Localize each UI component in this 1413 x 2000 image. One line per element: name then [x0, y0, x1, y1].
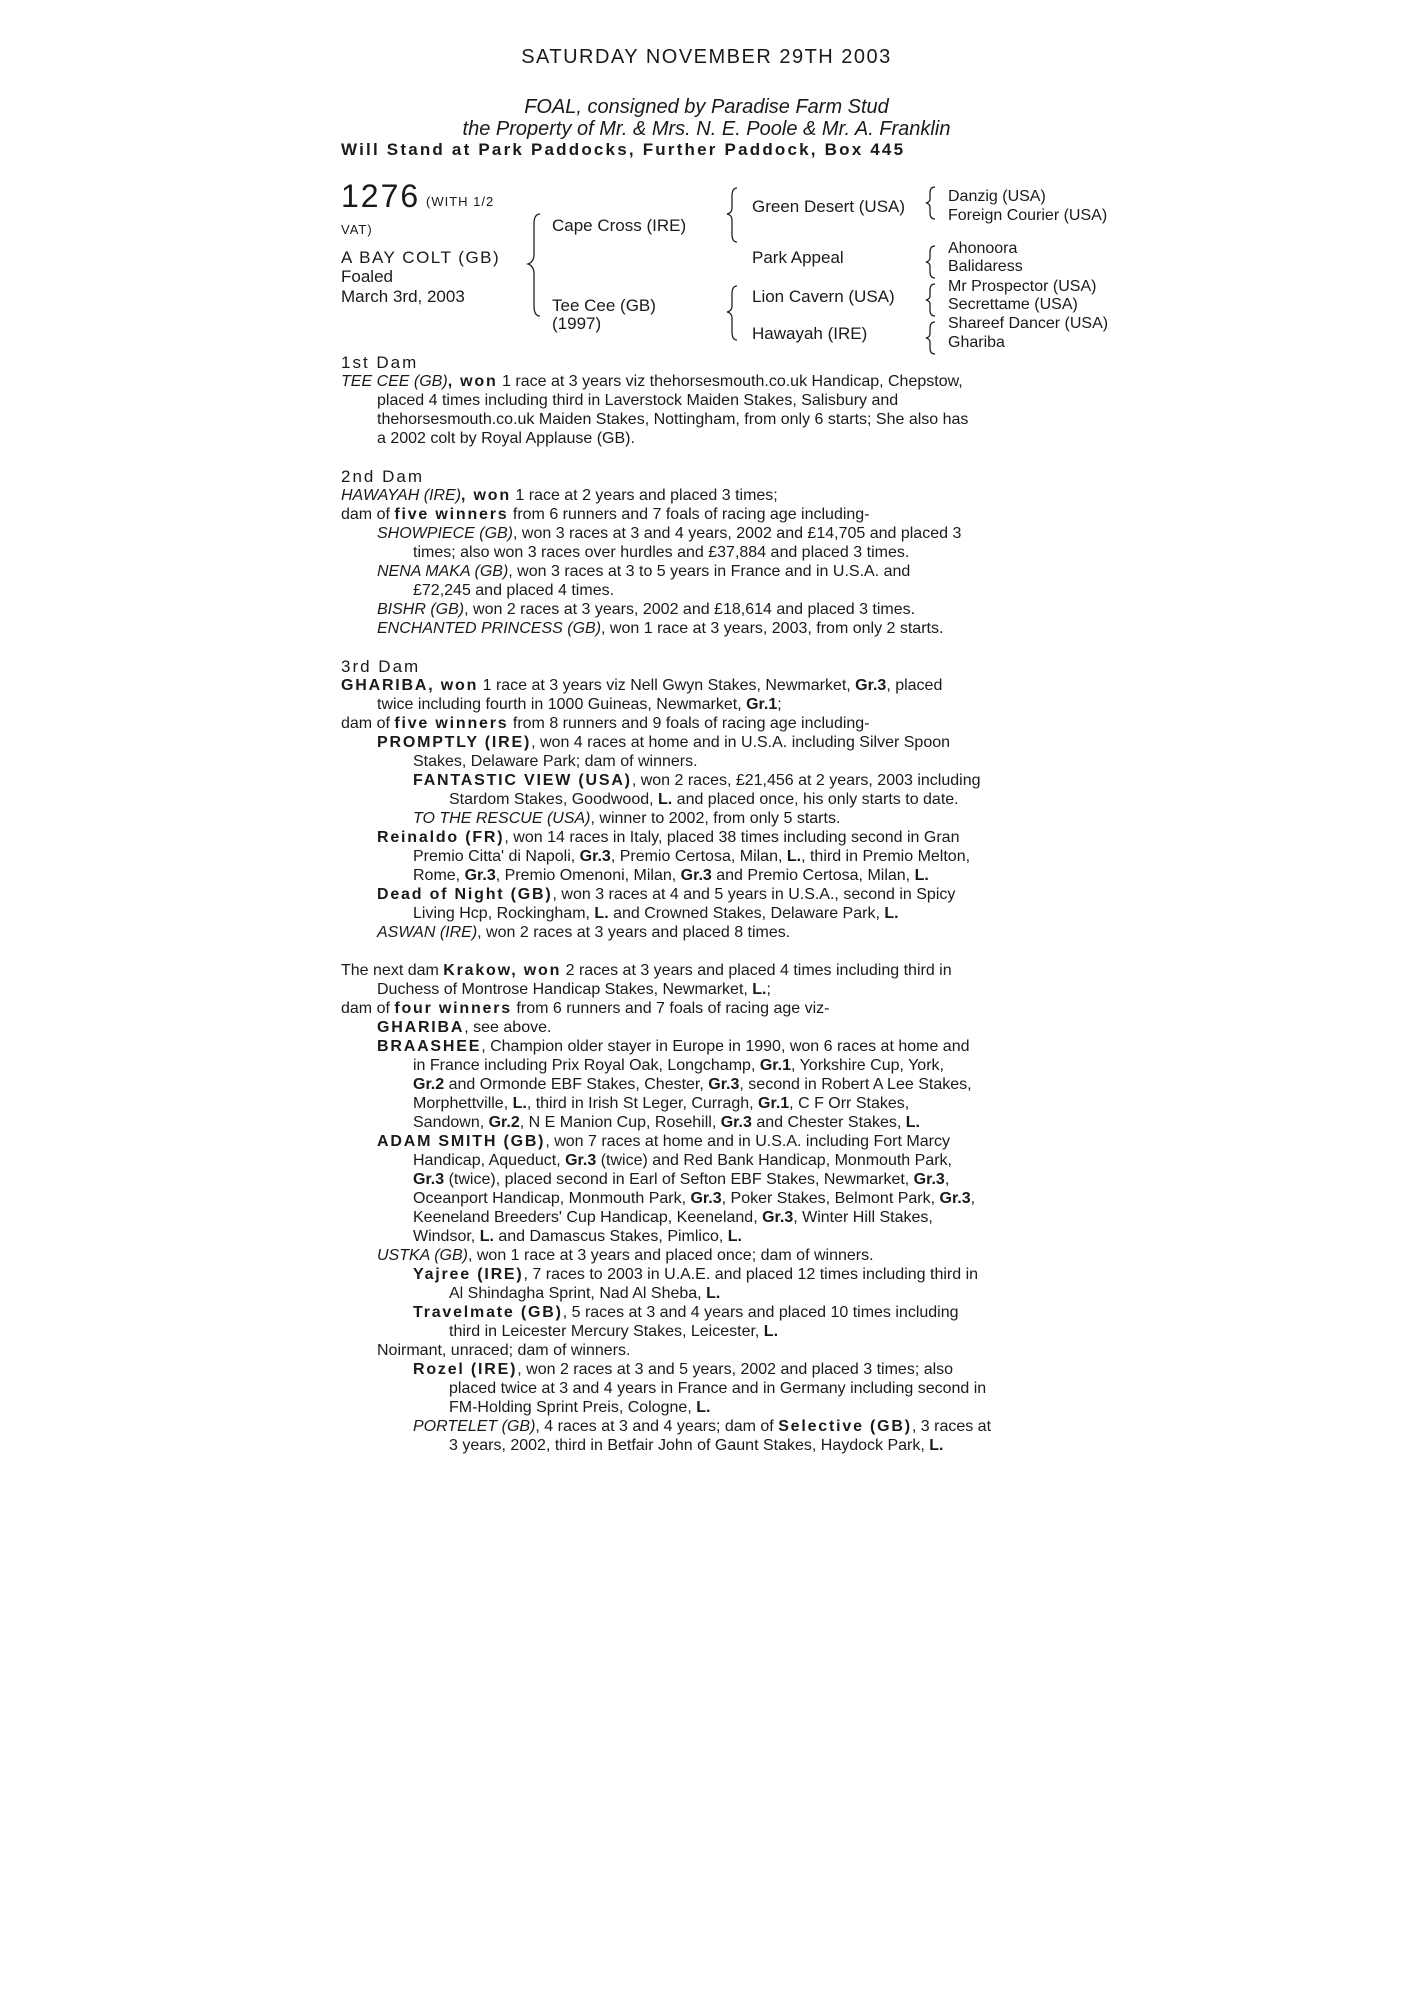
horse-name: Selective (GB) — [778, 1418, 912, 1435]
text: in France including Prix Royal Oak, Longchamp, — [413, 1057, 760, 1074]
winners-count: five winners — [394, 506, 509, 523]
text: The next dam — [341, 962, 444, 979]
first-dam-section — [341, 353, 1076, 448]
horse-name: BRAASHEE — [377, 1038, 482, 1055]
horse-name: Rozel (IRE) — [413, 1361, 518, 1378]
text: , 4 races at 3 and 4 years; dam of — [535, 1418, 779, 1435]
text: , 7 races to 2003 in U.A.E. and placed 12 times including third in — [523, 1266, 979, 1283]
grade: L. — [479, 1228, 494, 1245]
text-line: thehorsesmouth.co.uk Maiden Stakes, Nottingham, from only 6 starts; She also has — [377, 411, 969, 428]
grade: L. — [706, 1285, 721, 1302]
text: and Damascus Stakes, Pimlico, — [493, 1228, 728, 1245]
grade: L. — [752, 981, 767, 998]
grade: Gr.1 — [746, 696, 778, 713]
text: dam of — [341, 506, 395, 523]
grade: L. — [696, 1399, 711, 1416]
text: , Premio Omenoni, Milan, — [495, 867, 681, 884]
horse-name: BISHR (GB) — [377, 601, 465, 618]
text: Morphettville, — [413, 1095, 513, 1112]
text: , won 2 races at 3 and 5 years, 2002 and placed 3 times; also — [517, 1361, 954, 1378]
text: 2 races at 3 years and placed 4 times including third in — [561, 962, 952, 979]
horse-name: NENA MAKA (GB) — [377, 563, 509, 580]
text: , won 14 races in Italy, placed 38 times including second in Gran — [504, 829, 960, 846]
stand-location: Will Stand at Park Paddocks, Further Paddock, Box 445 — [341, 140, 906, 159]
horse-name: ASWAN (IRE) — [377, 924, 478, 941]
pedigree-sire-dam: Park Appeal — [752, 248, 844, 267]
grade: L. — [884, 905, 899, 922]
grade: L. — [914, 867, 929, 884]
pedigree-sire-sire: Green Desert (USA) — [752, 197, 906, 216]
text: and Premio Certosa, Milan, — [711, 867, 915, 884]
text: from 6 runners and 7 foals of racing age viz- — [511, 1000, 830, 1017]
grade: Gr.3 — [565, 1152, 597, 1169]
grade: Gr.2 — [413, 1076, 445, 1093]
grade: Gr.3 — [464, 867, 496, 884]
text: ; — [777, 696, 782, 713]
horse-name: GHARIBA — [377, 1019, 465, 1036]
grade: L. — [512, 1095, 527, 1112]
pedigree-dam: Tee Cee (GB) — [552, 296, 656, 315]
text: , placed — [886, 677, 943, 694]
third-dam-heading: 3rd Dam — [341, 657, 421, 676]
horse-name: TEE CEE (GB) — [341, 373, 448, 390]
horse-name: ENCHANTED PRINCESS (GB) — [377, 620, 602, 637]
text: and Crowned Stakes, Delaware Park, — [608, 905, 885, 922]
text: , Champion older stayer in Europe in 1990, won 6 races at home and — [481, 1038, 970, 1055]
horse-name: HAWAYAH (IRE) — [341, 487, 462, 504]
grade: Gr.2 — [488, 1114, 520, 1131]
text: , won 4 races at home and in U.S.A. including Silver Spoon — [531, 734, 951, 751]
text-line: placed twice at 3 and 4 years in France and in Germany including second in — [449, 1380, 987, 1397]
won-text: , won — [511, 962, 562, 979]
won-text: , won — [461, 487, 511, 504]
text: , Premio Certosa, Milan, — [610, 848, 787, 865]
grade: Gr.1 — [758, 1095, 790, 1112]
text: , third in Irish St Leger, Curragh, — [526, 1095, 759, 1112]
horse-name: PROMPTLY (IRE) — [377, 734, 532, 751]
text: Oceanport Handicap, Monmouth Park, — [413, 1190, 691, 1207]
grade: Gr.3 — [413, 1171, 445, 1188]
winners-count: four winners — [394, 1000, 512, 1017]
text: , third in Premio Melton, — [801, 848, 971, 865]
horse-name: GHARIBA — [341, 677, 429, 694]
pedigree-bracket-dam — [727, 284, 747, 344]
grade: Gr.1 — [759, 1057, 791, 1074]
horse-name: Krakow — [443, 962, 512, 979]
text: and Ormonde EBF Stakes, Chester, — [444, 1076, 709, 1093]
text: FM-Holding Sprint Preis, Cologne, — [449, 1399, 697, 1416]
text: Rome, — [413, 867, 465, 884]
grade: Gr.3 — [855, 677, 887, 694]
second-dam-heading: 2nd Dam — [341, 467, 424, 486]
text: , Poker Stakes, Belmont Park, — [721, 1190, 940, 1207]
text: , second in Robert A Lee Stakes, — [739, 1076, 972, 1093]
foaled-date: March 3rd, 2003 — [341, 287, 465, 306]
text: 1 race at 3 years viz thehorsesmouth.co.uk Handicap, Chepstow, — [497, 373, 963, 390]
pedigree-bracket-gg1 — [925, 185, 941, 221]
grade: L. — [929, 1437, 944, 1454]
text: , Yorkshire Cup, York, — [790, 1057, 944, 1074]
text: , won 1 race at 3 years, 2003, from only 2 starts. — [601, 620, 944, 637]
text-line: placed 4 times including third in Laverstock Maiden Stakes, Salisbury and — [377, 392, 899, 409]
consignor-line: FOAL, consigned by Paradise Farm Stud — [524, 96, 889, 118]
grade: L. — [905, 1114, 920, 1131]
text: Windsor, — [413, 1228, 480, 1245]
text: , won 7 races at home and in U.S.A. including Fort Marcy — [545, 1133, 950, 1150]
text: Living Hcp, Rockingham, — [413, 905, 595, 922]
text: and Chester Stakes, — [751, 1114, 906, 1131]
horse-name: Yajree (IRE) — [413, 1266, 524, 1283]
text: , Winter Hill Stakes, — [793, 1209, 933, 1226]
text: , won 1 race at 3 years and placed once; dam of winners. — [467, 1247, 874, 1264]
text: and placed once, his only starts to date. — [672, 791, 959, 808]
text: (twice), placed second in Earl of Sefton EBF Stakes, Newmarket, — [444, 1171, 914, 1188]
text: , — [970, 1190, 976, 1207]
text: , winner to 2002, from only 5 starts. — [590, 810, 841, 827]
pedigree-bracket-gg2 — [925, 244, 941, 280]
horse-name: PORTELET (GB) — [413, 1418, 536, 1435]
grade: Gr.3 — [762, 1209, 794, 1226]
pedigree-gg-6: Secrettame (USA) — [948, 296, 1078, 313]
pedigree-sire: Cape Cross (IRE) — [552, 216, 687, 235]
sale-date: SATURDAY NOVEMBER 29TH 2003 — [521, 46, 892, 68]
grade: L. — [763, 1323, 779, 1340]
winners-count: five winners — [394, 715, 509, 732]
text: , won 3 races at 4 and 5 years in U.S.A., second in Spicy — [552, 886, 956, 903]
lot-description: A BAY COLT (GB) — [341, 248, 501, 267]
text-line: Noirmant, unraced; dam of winners. — [377, 1342, 631, 1359]
horse-name: Travelmate (GB) — [413, 1304, 563, 1321]
foaled-label: Foaled — [341, 267, 393, 286]
text: dam of — [341, 1000, 395, 1017]
second-dam-section — [341, 467, 1076, 638]
grade: L. — [786, 848, 802, 865]
pedigree-gg-4: Balidaress — [948, 258, 1023, 275]
text: from 6 runners and 7 foals of racing age including- — [508, 506, 870, 523]
text: , see above. — [464, 1019, 552, 1036]
text-line: Stakes, Delaware Park; dam of winners. — [413, 753, 698, 770]
text: , won 2 races at 3 years, 2002 and £18,614 and placed 3 times. — [464, 601, 916, 618]
grade: L. — [658, 791, 673, 808]
pedigree-dam-sire: Lion Cavern (USA) — [752, 287, 895, 306]
pedigree-gg-8: Ghariba — [948, 334, 1005, 351]
text: , won 2 races, £21,456 at 2 years, 2003 including — [631, 772, 981, 789]
text: 3 years, 2002, third in Betfair John of Gaunt Stakes, Haydock Park, — [449, 1437, 930, 1454]
pedigree-dam-dam: Hawayah (IRE) — [752, 324, 868, 343]
grade: L. — [594, 905, 609, 922]
grade: Gr.3 — [690, 1190, 722, 1207]
pedigree-bracket-gg3 — [925, 282, 941, 318]
horse-name: Dead of Night (GB) — [377, 886, 553, 903]
pedigree-gg-3: Ahonoora — [948, 240, 1018, 257]
pedigree-bracket-sire — [727, 186, 747, 246]
lot-number: 1276 — [341, 178, 421, 214]
horse-name: FANTASTIC VIEW (USA) — [413, 772, 632, 789]
text-line: £72,245 and placed 4 times. — [413, 582, 615, 599]
horse-name: USTKA (GB) — [377, 1247, 468, 1264]
grade: Gr.3 — [680, 867, 712, 884]
pedigree-dam-year: (1997) — [552, 314, 602, 333]
text: , — [944, 1171, 950, 1188]
text: ; — [766, 981, 771, 998]
first-dam-heading: 1st Dam — [341, 353, 419, 372]
text: , won 3 races at 3 and 4 years, 2002 and £14,705 and placed 3 — [513, 525, 962, 542]
vat-note-cont: VAT) — [341, 222, 373, 237]
horse-name: TO THE RESCUE (USA) — [413, 810, 591, 827]
text: 1 race at 2 years and placed 3 times; — [510, 487, 778, 504]
text: third in Leicester Mercury Stakes, Leicester, — [449, 1323, 764, 1340]
text: , 5 races at 3 and 4 years and placed 10 times including — [562, 1304, 959, 1321]
pedigree-gg-5: Mr Prospector (USA) — [948, 278, 1097, 295]
pedigree-gg-1: Danzig (USA) — [948, 188, 1046, 205]
text: , won 2 races at 3 years and placed 8 times. — [477, 924, 791, 941]
grade: Gr.3 — [579, 848, 611, 865]
text: 1 race at 3 years viz Nell Gwyn Stakes, Newmarket, — [478, 677, 856, 694]
pedigree-bracket-gg4 — [925, 320, 941, 356]
horse-name: Reinaldo (FR) — [377, 829, 505, 846]
text: Stardom Stakes, Goodwood, — [449, 791, 658, 808]
vat-note: (WITH 1/2 — [426, 194, 495, 209]
text: , won 3 races at 3 to 5 years in France and in U.S.A. and — [508, 563, 911, 580]
text: (twice) and Red Bank Handicap, Monmouth Park, — [596, 1152, 952, 1169]
grade: Gr.3 — [939, 1190, 971, 1207]
text: Sandown, — [413, 1114, 489, 1131]
grade: Gr.3 — [720, 1114, 752, 1131]
grade: L. — [727, 1228, 742, 1245]
grade: Gr.3 — [913, 1171, 945, 1188]
text: Handicap, Aqueduct, — [413, 1152, 566, 1169]
next-dam-section — [341, 961, 1076, 1455]
text-line: times; also won 3 races over hurdles and £37,884 and placed 3 times. — [413, 544, 910, 561]
text: Premio Citta' di Napoli, — [413, 848, 580, 865]
third-dam-section — [341, 657, 1076, 942]
won-text: , won — [447, 373, 498, 390]
grade: Gr.3 — [708, 1076, 740, 1093]
text: Al Shindagha Sprint, Nad Al Sheba, — [449, 1285, 707, 1302]
horse-name: SHOWPIECE (GB) — [377, 525, 514, 542]
horse-name: ADAM SMITH (GB) — [377, 1133, 546, 1150]
text: , N E Manion Cup, Rosehill, — [519, 1114, 721, 1131]
text: , C F Orr Stakes, — [789, 1095, 910, 1112]
text: Keeneland Breeders' Cup Handicap, Keeneland, — [413, 1209, 763, 1226]
text: , 3 races at — [911, 1418, 992, 1435]
text-line: a 2002 colt by Royal Applause (GB). — [377, 430, 635, 447]
pedigree-gg-7: Shareef Dancer (USA) — [948, 315, 1109, 332]
text: twice including fourth in 1000 Guineas, Newmarket, — [377, 696, 747, 713]
text: from 8 runners and 9 foals of racing age including- — [508, 715, 870, 732]
text: dam of — [341, 715, 395, 732]
text: Duchess of Montrose Handicap Stakes, Newmarket, — [377, 981, 753, 998]
property-line: the Property of Mr. & Mrs. N. E. Poole & Mr. A. Franklin — [462, 118, 951, 140]
pedigree-gg-2: Foreign Courier (USA) — [948, 207, 1108, 224]
won-text: , won — [428, 677, 479, 694]
